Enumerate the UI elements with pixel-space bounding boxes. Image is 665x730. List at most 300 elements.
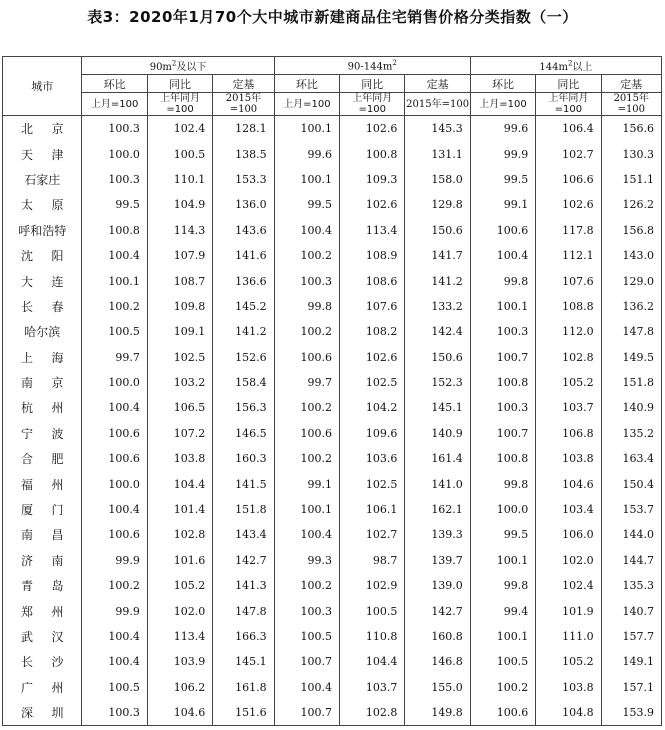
table-row [3,345,662,370]
index-value: 109.1 [147,319,212,344]
table-row [3,395,662,420]
table-row [3,294,662,319]
base-header-cell: 上月=100 [82,93,147,116]
city-name: 南昌 [3,522,82,547]
index-value: 141.5 [213,471,274,496]
index-value: 106.5 [147,395,212,420]
index-value: 100.5 [82,675,147,700]
index-value: 162.1 [405,497,470,522]
index-value: 150.6 [405,218,470,243]
index-value: 100.6 [82,522,147,547]
index-value: 108.6 [340,268,405,293]
index-value: 103.8 [536,675,601,700]
index-value: 126.2 [601,192,661,217]
city-name: 青岛 [3,573,82,598]
index-value: 131.1 [405,141,470,166]
index-value: 100.5 [147,141,212,166]
city-name: 厦门 [3,497,82,522]
index-value: 105.2 [536,649,601,674]
city-name: 济南 [3,548,82,573]
index-value: 104.8 [536,700,601,726]
index-value: 139.0 [405,573,470,598]
group-label-suffix: 以上 [572,62,593,73]
index-value: 141.3 [213,573,274,598]
index-value: 100.3 [470,395,535,420]
table-row [3,573,662,598]
table-row [3,598,662,623]
index-value: 156.6 [601,116,661,142]
index-value: 152.3 [405,370,470,395]
index-value: 100.1 [274,497,339,522]
index-value: 166.3 [213,624,274,649]
index-value: 102.5 [340,471,405,496]
index-value: 100.6 [470,218,535,243]
index-value: 150.6 [405,345,470,370]
sub-header-cell: 同比 [536,75,601,93]
index-value: 142.4 [405,319,470,344]
index-value: 99.4 [470,598,535,623]
index-value: 100.2 [470,675,535,700]
index-value: 156.3 [213,395,274,420]
sub-header-cell: 环比 [82,75,147,93]
group-header-mid-area [274,57,470,75]
index-value: 160.3 [213,446,274,471]
index-value: 103.7 [340,675,405,700]
index-value: 158.0 [405,167,470,192]
table-row [3,624,662,649]
index-value: 114.3 [147,218,212,243]
city-name: 广州 [3,675,82,700]
index-value: 100.2 [82,573,147,598]
index-value: 105.2 [536,370,601,395]
index-value: 142.7 [213,548,274,573]
index-value: 99.7 [82,345,147,370]
index-value: 128.1 [213,116,274,142]
table-row [3,497,662,522]
sub-header-cell: 同比 [147,75,212,93]
table-row [3,421,662,446]
index-value: 147.8 [601,319,661,344]
base-header-cell: 上月=100 [274,93,339,116]
index-value: 153.3 [213,167,274,192]
index-value: 100.4 [274,218,339,243]
index-value: 100.5 [340,598,405,623]
index-value: 102.8 [147,522,212,547]
base-header-cell: 上年同月=100 [340,93,405,116]
index-value: 99.8 [274,294,339,319]
index-value: 103.9 [147,649,212,674]
index-value: 149.5 [601,345,661,370]
base-header-cell: 上年同月=100 [536,93,601,116]
index-value: 103.8 [536,446,601,471]
index-value: 108.8 [536,294,601,319]
index-value: 100.2 [82,294,147,319]
index-value: 143.6 [213,218,274,243]
index-value: 161.8 [213,675,274,700]
index-value: 141.2 [213,319,274,344]
city-name: 大连 [3,268,82,293]
index-value: 153.7 [601,497,661,522]
index-value: 103.8 [147,446,212,471]
table-row [3,548,662,573]
index-value: 146.5 [213,421,274,446]
index-value: 100.0 [470,497,535,522]
index-value: 144.0 [601,522,661,547]
index-value: 102.6 [536,192,601,217]
index-value: 99.5 [470,167,535,192]
group-sup: 2 [567,59,573,68]
index-value: 139.7 [405,548,470,573]
index-value: 145.1 [213,649,274,674]
index-value: 100.6 [82,446,147,471]
table-row [3,243,662,268]
index-value: 104.9 [147,192,212,217]
index-value: 100.1 [82,268,147,293]
index-value: 152.6 [213,345,274,370]
index-value: 106.1 [340,497,405,522]
index-value: 149.1 [601,649,661,674]
index-value: 99.8 [470,268,535,293]
group-label: 90m [149,62,172,73]
index-value: 102.6 [340,192,405,217]
group-sup: 2 [171,59,177,68]
index-value: 100.4 [82,649,147,674]
index-value: 105.2 [147,573,212,598]
index-value: 133.2 [405,294,470,319]
table-row [3,167,662,192]
table-row [3,141,662,166]
index-value: 163.4 [601,446,661,471]
index-value: 107.6 [340,294,405,319]
index-value: 101.4 [147,497,212,522]
index-value: 102.6 [340,345,405,370]
base-header-row [3,93,662,116]
index-value: 99.5 [274,192,339,217]
group-label: 144m [539,62,568,73]
index-value: 102.5 [147,345,212,370]
index-value: 160.8 [405,624,470,649]
index-value: 129.8 [405,192,470,217]
index-value: 102.8 [340,700,405,726]
table-row [3,522,662,547]
index-value: 100.2 [274,573,339,598]
index-value: 145.1 [405,395,470,420]
index-value: 99.6 [274,141,339,166]
city-name: 长春 [3,294,82,319]
index-value: 100.8 [470,370,535,395]
base-header-cell: 2015年=100 [601,93,661,116]
index-value: 100.7 [274,700,339,726]
index-value: 100.4 [82,243,147,268]
index-value: 102.4 [536,573,601,598]
index-value: 102.8 [536,345,601,370]
index-value: 142.7 [405,598,470,623]
index-value: 99.5 [82,192,147,217]
sub-header-row [3,75,662,93]
table-row [3,370,662,395]
index-value: 100.4 [82,395,147,420]
table-row [3,218,662,243]
table-row [3,116,662,142]
city-name: 北京 [3,116,82,142]
table-row [3,446,662,471]
index-value: 99.8 [470,573,535,598]
index-value: 113.4 [340,218,405,243]
table-row [3,268,662,293]
index-value: 140.9 [601,395,661,420]
index-value: 112.0 [536,319,601,344]
index-value: 99.9 [82,598,147,623]
index-value: 102.7 [536,141,601,166]
index-value: 100.5 [82,319,147,344]
city-name: 武汉 [3,624,82,649]
index-value: 136.2 [601,294,661,319]
index-value: 99.1 [470,192,535,217]
city-name: 深圳 [3,700,82,726]
group-sup: 2 [392,58,397,67]
city-name: 太原 [3,192,82,217]
index-value: 100.2 [274,395,339,420]
city-name: 长沙 [3,649,82,674]
base-header-cell: 2015年=100 [213,93,274,116]
sub-header-cell: 定基 [405,75,470,93]
group-label: 90-144m [347,61,393,73]
index-value: 100.8 [470,446,535,471]
index-value: 103.2 [147,370,212,395]
index-value: 106.2 [147,675,212,700]
index-value: 141.7 [405,243,470,268]
index-value: 100.2 [274,319,339,344]
index-value: 99.6 [470,116,535,142]
index-value: 157.7 [601,624,661,649]
city-name: 上海 [3,345,82,370]
index-value: 100.1 [470,294,535,319]
sub-header-cell: 同比 [340,75,405,93]
index-value: 151.8 [601,370,661,395]
index-value: 161.4 [405,446,470,471]
index-value: 100.0 [82,471,147,496]
index-value: 101.9 [536,598,601,623]
index-value: 107.6 [536,268,601,293]
city-name: 天津 [3,141,82,166]
base-header-cell: 2015年=100 [405,93,470,116]
index-value: 100.3 [82,167,147,192]
index-value: 136.0 [213,192,274,217]
index-value: 100.6 [274,345,339,370]
index-value: 141.6 [213,243,274,268]
index-value: 100.7 [470,345,535,370]
index-value: 109.8 [147,294,212,319]
index-value: 147.8 [213,598,274,623]
index-value: 100.1 [274,167,339,192]
table-row [3,700,662,726]
group-header-small-area [82,57,274,75]
index-value: 149.8 [405,700,470,726]
index-value: 108.9 [340,243,405,268]
index-value: 129.0 [601,268,661,293]
index-value: 100.8 [82,218,147,243]
index-value: 151.1 [601,167,661,192]
index-value: 103.6 [340,446,405,471]
index-value: 99.9 [82,548,147,573]
index-value: 102.7 [340,522,405,547]
index-value: 144.7 [601,548,661,573]
index-value: 109.3 [340,167,405,192]
index-value: 100.2 [274,446,339,471]
index-value: 100.0 [82,370,147,395]
index-value: 151.8 [213,497,274,522]
index-value: 106.6 [536,167,601,192]
index-value: 99.5 [470,522,535,547]
index-value: 141.2 [405,268,470,293]
index-value: 100.8 [340,141,405,166]
city-name: 呼和浩特 [3,218,82,243]
index-value: 139.3 [405,522,470,547]
index-value: 136.6 [213,268,274,293]
index-value: 99.9 [470,141,535,166]
table-row [3,649,662,674]
city-name: 石家庄 [3,167,82,192]
index-value: 104.6 [147,700,212,726]
index-value: 100.1 [470,624,535,649]
city-name: 福州 [3,471,82,496]
index-value: 99.8 [470,471,535,496]
index-value: 107.9 [147,243,212,268]
sub-header-cell: 定基 [601,75,661,93]
index-value: 145.3 [405,116,470,142]
group-label-suffix: 及以下 [176,62,207,73]
index-value: 104.6 [536,471,601,496]
index-value: 158.4 [213,370,274,395]
city-column-header: 城市 [3,57,82,116]
index-value: 110.8 [340,624,405,649]
index-value: 151.6 [213,700,274,726]
city-name: 郑州 [3,598,82,623]
index-value: 106.8 [536,421,601,446]
city-name: 杭州 [3,395,82,420]
index-value: 145.2 [213,294,274,319]
index-value: 113.4 [147,624,212,649]
index-value: 100.6 [470,700,535,726]
index-value: 104.2 [340,395,405,420]
index-value: 100.1 [470,548,535,573]
table-row [3,675,662,700]
index-value: 146.8 [405,649,470,674]
index-value: 111.0 [536,624,601,649]
sub-header-cell: 定基 [213,75,274,93]
index-value: 100.4 [470,243,535,268]
index-value: 100.4 [82,497,147,522]
index-value: 138.5 [213,141,274,166]
city-name: 南京 [3,370,82,395]
index-value: 100.3 [82,700,147,726]
city-name: 沈阳 [3,243,82,268]
index-value: 99.3 [274,548,339,573]
index-value: 102.9 [340,573,405,598]
index-value: 102.6 [340,116,405,142]
index-value: 102.5 [340,370,405,395]
index-value: 157.1 [601,675,661,700]
city-name: 合肥 [3,446,82,471]
index-value: 100.3 [470,319,535,344]
city-name: 宁波 [3,421,82,446]
table-body [3,116,662,726]
index-value: 108.2 [340,319,405,344]
index-value: 135.2 [601,421,661,446]
index-value: 143.0 [601,243,661,268]
index-value: 107.2 [147,421,212,446]
index-value: 100.5 [470,649,535,674]
index-value: 103.4 [536,497,601,522]
index-value: 102.0 [536,548,601,573]
index-value: 117.8 [536,218,601,243]
index-value: 100.7 [274,649,339,674]
price-index-table [2,56,662,726]
index-value: 155.0 [405,675,470,700]
index-value: 100.6 [82,421,147,446]
city-name: 哈尔滨 [3,319,82,344]
index-value: 100.7 [470,421,535,446]
table-row [3,192,662,217]
sub-header-cell: 环比 [274,75,339,93]
table-title: 表3：2020年1月70个大中城市新建商品住宅销售价格分类指数（一） [87,8,578,26]
index-value: 140.7 [601,598,661,623]
index-value: 104.4 [147,471,212,496]
index-value: 102.0 [147,598,212,623]
index-value: 100.5 [274,624,339,649]
index-value: 102.4 [147,116,212,142]
table-header [3,57,662,116]
index-value: 101.6 [147,548,212,573]
index-value: 100.4 [82,624,147,649]
group-header-large-area [470,57,661,75]
index-value: 99.7 [274,370,339,395]
table-row [3,471,662,496]
base-header-cell: 上月=100 [470,93,535,116]
index-value: 140.9 [405,421,470,446]
index-value: 98.7 [340,548,405,573]
index-value: 150.4 [601,471,661,496]
index-value: 100.0 [82,141,147,166]
index-value: 104.4 [340,649,405,674]
table-row [3,319,662,344]
index-value: 141.0 [405,471,470,496]
index-value: 112.1 [536,243,601,268]
index-value: 100.6 [274,421,339,446]
index-value: 99.1 [274,471,339,496]
index-value: 109.6 [340,421,405,446]
base-header-cell: 上年同月=100 [147,93,212,116]
index-value: 106.0 [536,522,601,547]
index-value: 103.7 [536,395,601,420]
index-value: 100.3 [82,116,147,142]
index-value: 130.3 [601,141,661,166]
index-value: 100.4 [274,675,339,700]
index-value: 106.4 [536,116,601,142]
index-value: 153.9 [601,700,661,726]
index-value: 143.4 [213,522,274,547]
index-value: 135.3 [601,573,661,598]
index-value: 100.2 [274,243,339,268]
index-value: 110.1 [147,167,212,192]
index-value: 100.3 [274,598,339,623]
index-value: 108.7 [147,268,212,293]
sub-header-cell: 环比 [470,75,535,93]
index-value: 156.8 [601,218,661,243]
index-value: 100.4 [274,522,339,547]
index-value: 100.3 [274,268,339,293]
index-value: 100.1 [274,116,339,142]
